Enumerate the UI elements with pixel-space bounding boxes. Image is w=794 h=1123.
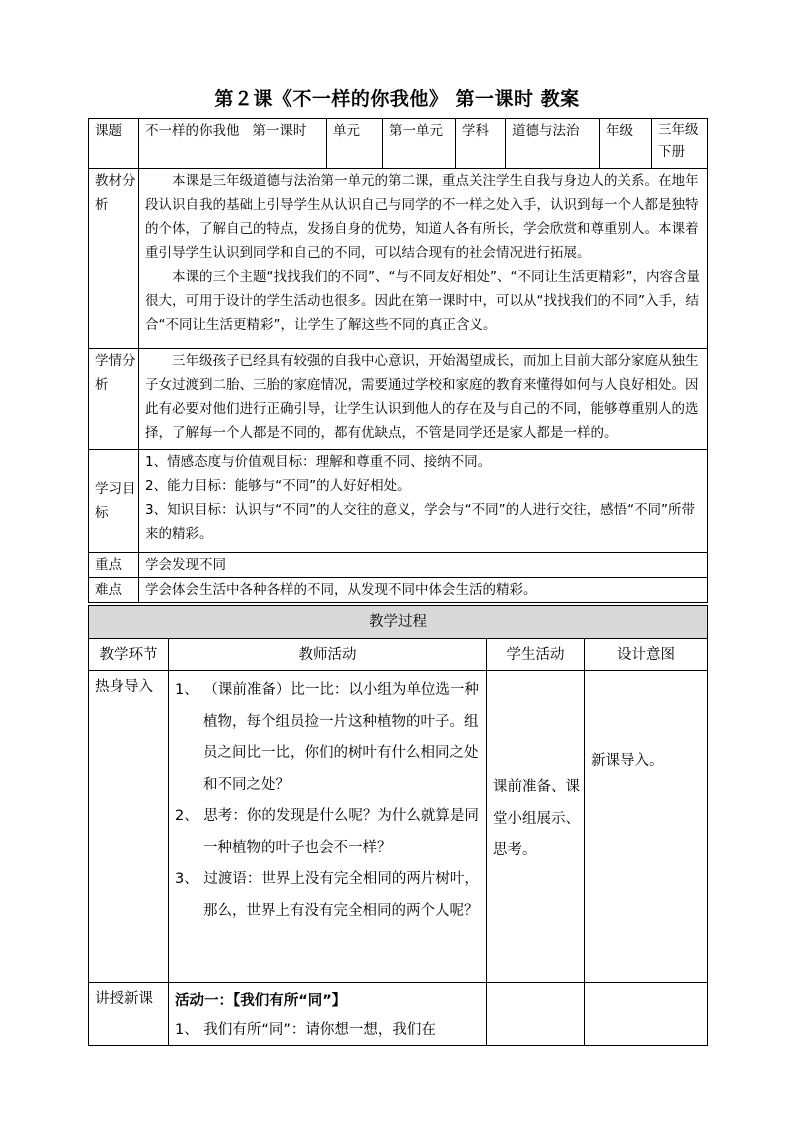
- unit-value: 第一单元: [383, 119, 456, 169]
- process-title: 教学过程: [89, 606, 708, 639]
- material-paragraph-2: 本课的三个主题“找找我们的不同”、“与不同友好相处”、“不同让生活更精彩”，内容含量很大，可用于设计的学生活动也很多。因此在第一课时中，可以从“找找我们的不同”入手，结合“不同让生活更精彩”，让学生了解这些不同的真正含义。: [145, 269, 700, 333]
- warmup-student-text: 课前准备、课堂小组展示、思考。: [493, 779, 580, 859]
- header-stage: 教学环节: [89, 639, 169, 671]
- teaching-process-table: [88, 605, 708, 1046]
- warmup-design-intent: [585, 671, 708, 983]
- warmup-step-3: 3、 过渡语：世界上没有完全相同的两片树叶，那么，世界上有没有完全相同的两个人呢？: [175, 871, 479, 919]
- warmup-stage: 热身导入: [89, 671, 169, 983]
- grade-label: 年级: [600, 119, 652, 169]
- newlesson-step-1: 1、 我们有所“同”：请你想一想，我们在: [175, 1022, 436, 1038]
- subject-label: 学科: [456, 119, 506, 169]
- header-student: 学生活动: [487, 639, 585, 671]
- newlesson-design-intent: [585, 983, 708, 1046]
- newlesson-teacher-activity: [169, 983, 487, 1046]
- newlesson-stage: 讲授新课: [89, 983, 169, 1046]
- topic-value: 不一样的你我他 第一课时: [139, 119, 327, 169]
- newlesson-student-activity: [487, 983, 585, 1046]
- students-paragraph: 三年级孩子已经具有较强的自我中心意识，开始渴望成长，而加上目前大部分家庭从独生子女过渡到二胎、三胎的家庭情况，需要通过学校和家庭的教育来懂得如何与人良好相处。因此有必要对他们进行正确引导，让学生认识到他人的存在及与自己的不同，能够尊重别人的选择，了解每一个人都是不同的，都有优缺点，不管是同学还是家人都是一样的。: [145, 353, 699, 441]
- goal-3: 3、知识目标：认识与“不同”的人交往的意义，学会与“不同”的人进行交往，感悟“不同”所带来的精彩。: [145, 502, 696, 542]
- topic-label: 课题: [89, 119, 139, 169]
- students-label: 学情分析: [89, 349, 139, 450]
- lesson-info-table: [88, 118, 708, 603]
- goal-2: 2、能力目标：能够与“不同”的人好好相处。: [145, 478, 411, 494]
- material-paragraph-1: 本课是三年级道德与法治第一单元的第二课，重点关注学生自我与身边人的关系。在地年段认识自我的基础上引导学生从认识自己与同学的不一样之处入手，认识到每一个人都是独特的个体，了解自己的特点，发扬自身的优势，知道人各有所长，学会欣赏和尊重别人。本课着重引导学生认识到同学和自己的不同，可以结合现有的社会情况进行拓展。: [145, 173, 699, 261]
- goal-1: 1、情感态度与价值观目标：理解和尊重不同、接纳不同。: [145, 454, 492, 470]
- unit-label: 单元: [327, 119, 383, 169]
- students-analysis: [139, 349, 708, 450]
- subject-value: 道德与法治: [506, 119, 600, 169]
- activity-one-title: 活动一：【我们有所“同”】: [175, 993, 347, 1009]
- goals-label: 学习目标: [89, 450, 139, 553]
- warmup-intent-text: 新课导入。: [591, 752, 664, 769]
- header-intent: 设计意图: [585, 639, 708, 671]
- difficulty-value: 学会体会生活中各种各样的不同，从发现不同中体会生活的精彩。: [139, 578, 708, 603]
- document-title: 第２课《不一样的你我他》 第一课时 教案: [214, 88, 580, 110]
- warmup-student-activity: [487, 671, 585, 983]
- warmup-step-1: 1、 （课前准备）比一比：以小组为单位选一种植物，每个组员捡一片这种植物的叶子。组员之间比一比，你们的树叶有什么相同之处和不同之处？: [175, 682, 479, 793]
- grade-value: 三年级下册: [652, 119, 708, 169]
- warmup-step-2: 2、 思考：你的发现是什么呢？为什么就算是同一种植物的叶子也会不一样？: [175, 808, 479, 856]
- learning-goals: [139, 450, 708, 553]
- material-label: 教材分析: [89, 169, 139, 349]
- keypoint-value: 学会发现不同: [139, 553, 708, 578]
- difficulty-label: 难点: [89, 578, 139, 603]
- material-analysis: [139, 169, 708, 349]
- keypoint-label: 重点: [89, 553, 139, 578]
- warmup-teacher-activity: [169, 671, 487, 983]
- header-teacher: 教师活动: [169, 639, 487, 671]
